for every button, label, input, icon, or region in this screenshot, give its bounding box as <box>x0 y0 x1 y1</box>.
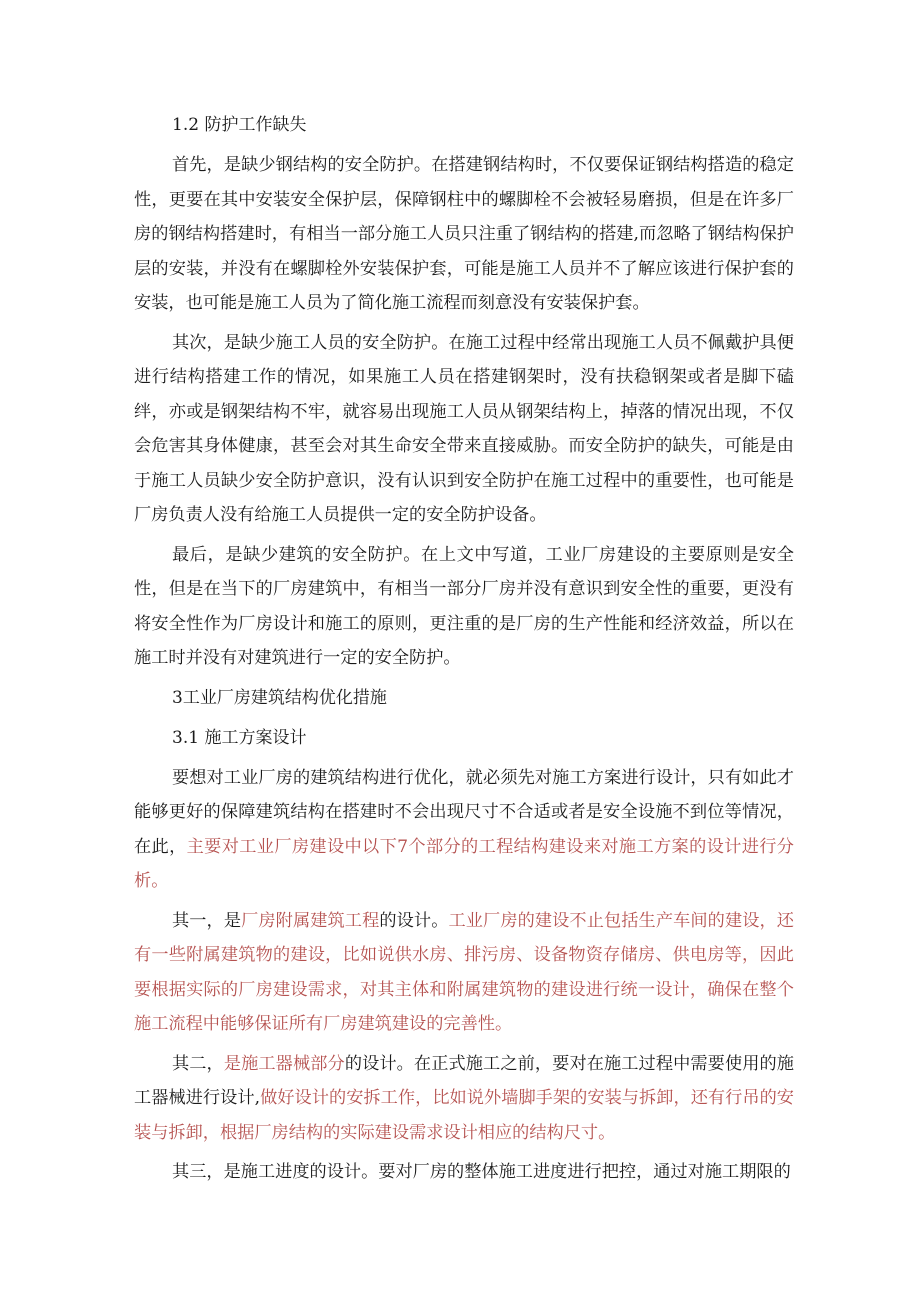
para-text: 的设计。在正式施工之前，要对在施工过程中需要使用的施工器械进行设计, <box>134 1053 794 1108</box>
heading-1-2: 1.2 防护工作缺失 <box>172 115 307 135</box>
heading-3-1: 3.1 施工方案设计 <box>172 727 307 748</box>
para-text: 的设计。 <box>379 910 449 931</box>
para-building-safety <box>134 538 794 676</box>
para-worker-safety <box>134 326 794 533</box>
para-text: 首先，是缺少钢结构的安全防护。在搭建钢结构时，不仅要保证钢结构搭造的稳定性，更要在其中安装安全保护层，保障钢柱中的螺脚栓不会被轻易磨损，但是在许多厂房的钢结构搭建时，有相当一部分施工人员只注重了钢结构的搭建,而忽略了钢结构保护层的安装，并没有在螺脚栓外安装保护套，可能是施工人员并不了解应该进行保护套的安装，也可能是施工人员为了简化施工流程而刻意没有安装保护套。 <box>134 155 794 313</box>
para-text: 其二， <box>172 1053 224 1074</box>
para-schedule <box>134 1155 794 1190</box>
para-highlight-text: 厂房附属建筑工程 <box>241 910 380 931</box>
document-page <box>134 108 794 1195</box>
para-plan-intro <box>134 761 794 899</box>
para-machinery <box>134 1047 794 1151</box>
para-highlight-text: 做好设计的安拆工作，比如说外墙脚手架的安装与拆卸，还有行吊的安装与拆卸，根据厂房结构的实际建设需求设计相应的结构尺寸。 <box>134 1088 794 1143</box>
para-text: 要想对工业厂房的建筑结构进行优化，就必须先对施工方案进行设计，只有如此才能够更好的保障建筑结构在搭建时不会出现尺寸不合适或者是安全设施不到位等情况，在此， <box>134 767 794 857</box>
para-highlight-text: 主要对工业厂房建设中以下7个部分的工程结构建设来对施工方案的设计进行分析。 <box>134 836 794 891</box>
para-highlight-text: 是施工器械部分 <box>223 1053 345 1074</box>
para-highlight-text: 工业厂房的建设不止包括生产车间的建设，还有一些附属建筑物的建设，比如说供水房、排污房、设备物资存储房、供电房等，因此要根据实际的厂房建设需求，对其主体和附属建筑物的建设进行统一设计，确保在整个施工流程中能够保证所有厂房建筑建设的完善性。 <box>134 910 794 1034</box>
para-steel-structure <box>134 148 794 321</box>
para-ancillary <box>134 904 794 1042</box>
heading-3: 3工业厂房建筑结构优化措施 <box>172 687 387 708</box>
para-text: 其次，是缺少施工人员的安全防护。在施工过程中经常出现施工人员不佩戴护具便进行结构搭建工作的情况，如果施工人员在搭建钢架时，没有扶稳钢架或者是脚下磕绊，亦或是钢架结构不牢，就容易出现施工人员从钢架结构上，掉落的情况出现，不仅会危害其身体健康，甚至会对其生命安全带来直接威胁。而安全防护的缺失，可能是由于施工人员缺少安全防护意识，没有认识到安全防护在施工过程中的重要性，也可能是厂房负责人没有给施工人员提供一定的安全防护设备。 <box>134 332 794 525</box>
para-text: 其一，是 <box>172 910 242 931</box>
para-text: 最后，是缺少建筑的安全防护。在上文中写道，工业厂房建设的主要原则是安全性，但是在当下的厂房建筑中，有相当一部分厂房并没有意识到安全性的重要，更没有将安全性作为厂房设计和施工的原则，更注重的是厂房的生产性能和经济效益，所以在施工时并没有对建筑进行一定的安全防护。 <box>134 544 794 668</box>
para-text: 其三，是施工进度的设计。要对厂房的整体施工进度进行把控，通过对施工期限的 <box>172 1162 791 1182</box>
